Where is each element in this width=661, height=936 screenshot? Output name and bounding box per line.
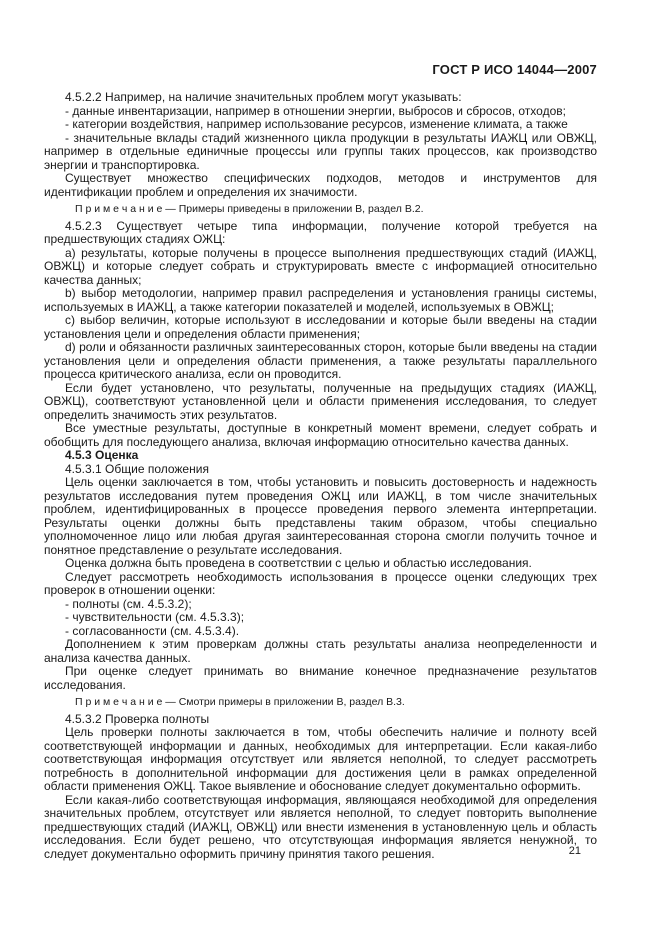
paragraph: При оценке следует принимать во внимание конечное предназначение результатов исследования. [44, 664, 597, 692]
paragraph: Все уместные результаты, доступные в конкретный момент времени, следует собрать и обобщить для последующего анализа, включая информацию относительно качества данных. [44, 421, 597, 449]
paragraph: Дополнением к этим проверкам должны стать результаты анализа неопределенности и анализа качества данных. [44, 637, 597, 665]
paragraph: c) выбор величин, которые используют в исследовании и которые были введены на стадии установления цели и определения области применения; [44, 313, 597, 341]
section-heading: 4.5.3 Оценка [65, 448, 139, 462]
paragraph: - категории воздействия, например использование ресурсов, изменение климата, а также [65, 117, 568, 131]
paragraph: Существует множество специфических подходов, методов и инструментов для идентификации проблем и определения их значимости. [44, 171, 597, 199]
paragraph: - значительные вклады стадий жизненного цикла продукции в результаты ИАЖЦ или ОВЖЦ, например в отдельные единичные процессы или группы таких процессов, как производство энергии и транспортировка. [44, 130, 597, 172]
paragraph: Следует рассмотреть необходимость использования в процессе оценки следующих трех проверок в отношении оценки: [44, 569, 597, 597]
paragraph: b) выбор методологии, например правил распределения и установления границы системы, используемых в ИАЖЦ, а также категории показателей и моделей, используемых в ОВЖЦ; [44, 286, 597, 314]
paragraph: 4.5.2.2 Например, на наличие значительных проблем могут указывать: [65, 90, 462, 104]
paragraph: - согласованности (см. 4.5.3.4). [65, 623, 240, 638]
page-number: 21 [568, 845, 581, 857]
standard-number-header: ГОСТ Р ИСО 14044—2007 [432, 62, 597, 77]
paragraph: 4.5.3.1 Общие положения [65, 461, 209, 476]
paragraph: Цель оценки заключается в том, чтобы установить и повысить достоверность и надежность результатов исследования путем проведения ОЖЦ или ИАЖЦ, в том числе значительных проблем, идентифицированных в процессе проведения первого элемента интерпретации. Результаты оценки должны быть представлены таким образом, чтобы специально уполномоченное лицо или любая другая заинтересованная сторона смогли получить точное и понятное представление о результате исследования. [44, 475, 597, 557]
paragraph: - полноты (см. 4.5.3.2); [65, 596, 192, 611]
paragraph: Оценка должна быть проведена в соответствии с целью и областью исследования. [65, 556, 532, 570]
paragraph: 4.5.3.2 Проверка полноты [65, 711, 210, 726]
paragraph: Если будет установлено, что результаты, полученные на предыдущих стадиях (ИАЖЦ, ОВЖЦ), соответствуют установленной цели и области применения исследования, то следует определить значимость этих результатов. [44, 380, 597, 422]
paragraph: d) роли и обязанности различных заинтересованных сторон, которые были введены на стадии установления цели и определения области применения, а также результаты параллельного процесса критического анализа, если он проводится. [44, 340, 597, 381]
paragraph: a) результаты, которые получены в процессе выполнения предшествующих стадий (ИАЖЦ, ОВЖЦ) и которые следует собрать и структурировать вместе с информацией относительно качества данных; [44, 245, 597, 287]
paragraph: Если какая-либо соответствующая информация, являющаяся необходимой для определения значительных проблем, отсутствует или является неполной, то следует повторить выполнение предшествующих стадий (ИАЖЦ, ОВЖЦ) или внести изменения в установленную цель и область исследования. Если будет решено, что отсутствующая информация является ненужной, то следует документально оформить причину принятия такого решения. [44, 792, 597, 861]
note: П р и м е ч а н и е — Смотри примеры в приложении В, раздел В.3. [75, 696, 405, 708]
document-body [44, 91, 597, 861]
paragraph: - данные инвентаризации, например в отношении энергии, выбросов и сбросов, отходов; [65, 103, 566, 118]
paragraph: Цель проверки полноты заключается в том, чтобы обеспечить наличие и полноту всей соответствующей информации и данных, необходимых для интерпретации. Если какая-либо соответствующая информация отсутствует или является неполной, то следует рассмотреть потребность в дополнительной информации для достижения цели в рамках определенной области применения ОЖЦ. Такое выявление и обоснование следует документально оформить. [44, 725, 597, 793]
note: П р и м е ч а н и е — Примеры приведены в приложении В, раздел В.2. [75, 203, 424, 215]
paragraph: 4.5.2.3 Существует четыре типа информации, получение которой требуется на предшествующих стадиях ОЖЦ: [44, 218, 597, 246]
paragraph: - чувствительности (см. 4.5.3.3); [65, 610, 245, 624]
